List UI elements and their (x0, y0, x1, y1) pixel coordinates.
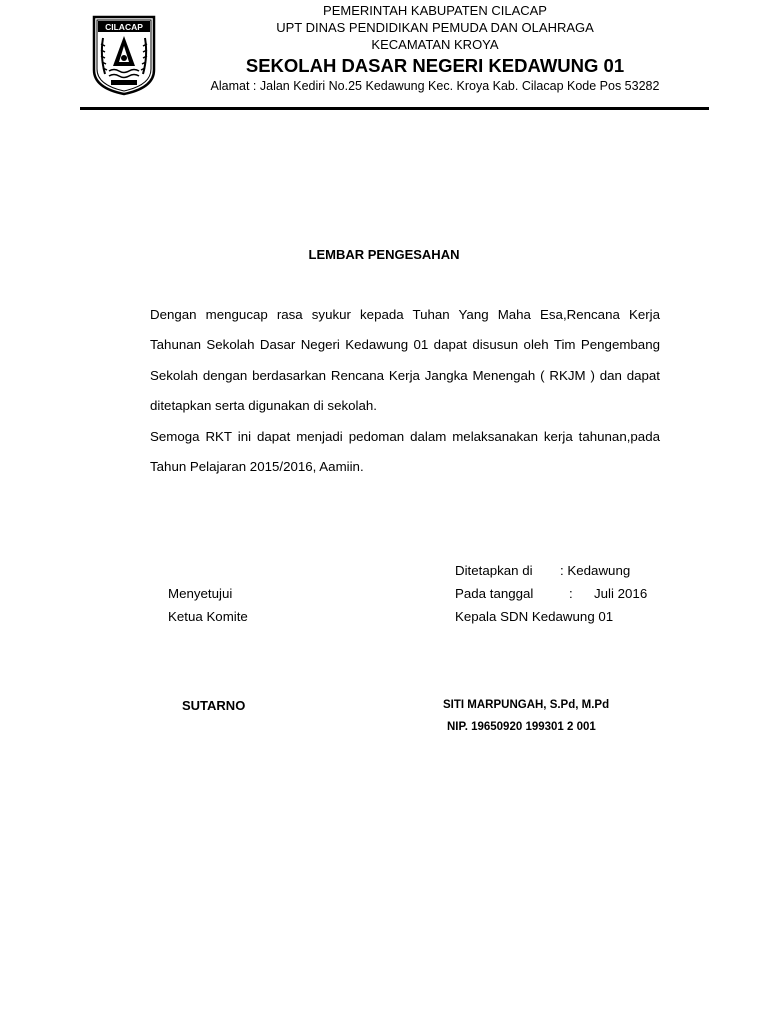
document-title: LEMBAR PENGESAHAN (308, 247, 460, 262)
cilacap-logo-icon (91, 14, 157, 96)
document-body (150, 300, 660, 482)
date-value: Juli 2016 (594, 585, 648, 601)
letterhead-line-department: UPT DINAS PENDIDIKAN PEMUDA DAN OLAHRAGA (276, 20, 594, 35)
paragraph-hope: Semoga RKT ini dapat menjadi pedoman dalam melaksanakan kerja tahunan,pada Tahun Pelajaran 2015/2016, Aamiin. (150, 428, 660, 475)
date-label: Pada tanggal (455, 585, 534, 601)
principal-nip: NIP. 19650920 199301 2 001 (447, 721, 596, 733)
letterhead-line-district: KECAMATAN KROYA (371, 37, 499, 52)
principal-signature-block (455, 560, 647, 628)
paragraph-approval: Dengan mengucap rasa syukur kepada Tuhan Yang Maha Esa,Rencana Kerja Tahunan Sekolah Dasar Negeri Kedawung 01 dapat disusun oleh Tim Pengembang Sekolah dengan berdasarkan Rencana Kerja Jangka Menengah ( RKJM ) dan dapat ditetapkan serta digunakan di sekolah. (150, 307, 660, 414)
date-row (455, 583, 647, 606)
place-label: Ditetapkan di (455, 563, 533, 578)
approval-label: Menyetujui (168, 586, 233, 601)
place-row (455, 560, 647, 583)
letterhead-divider (80, 107, 709, 110)
committee-signer-name: SUTARNO (182, 698, 246, 713)
school-address: Alamat : Jalan Kediri No.25 Kedawung Kec. Kroya Kab. Cilacap Kode Pos 53282 (210, 79, 660, 93)
principal-position: Kepala SDN Kedawung 01 (455, 608, 614, 624)
date-colon: : (569, 585, 573, 601)
letterhead-line-government: PEMERINTAH KABUPATEN CILACAP (323, 3, 547, 18)
place-value: : Kedawung (560, 563, 631, 578)
svg-text:CILACAP: CILACAP (105, 22, 143, 32)
committee-signature-block (168, 583, 248, 629)
letterhead (160, 2, 710, 95)
committee-position: Ketua Komite (168, 608, 248, 624)
principal-signer-name: SITI MARPUNGAH, S.Pd, M.Pd (443, 699, 610, 711)
school-name: SEKOLAH DASAR NEGERI KEDAWUNG 01 (245, 55, 625, 76)
